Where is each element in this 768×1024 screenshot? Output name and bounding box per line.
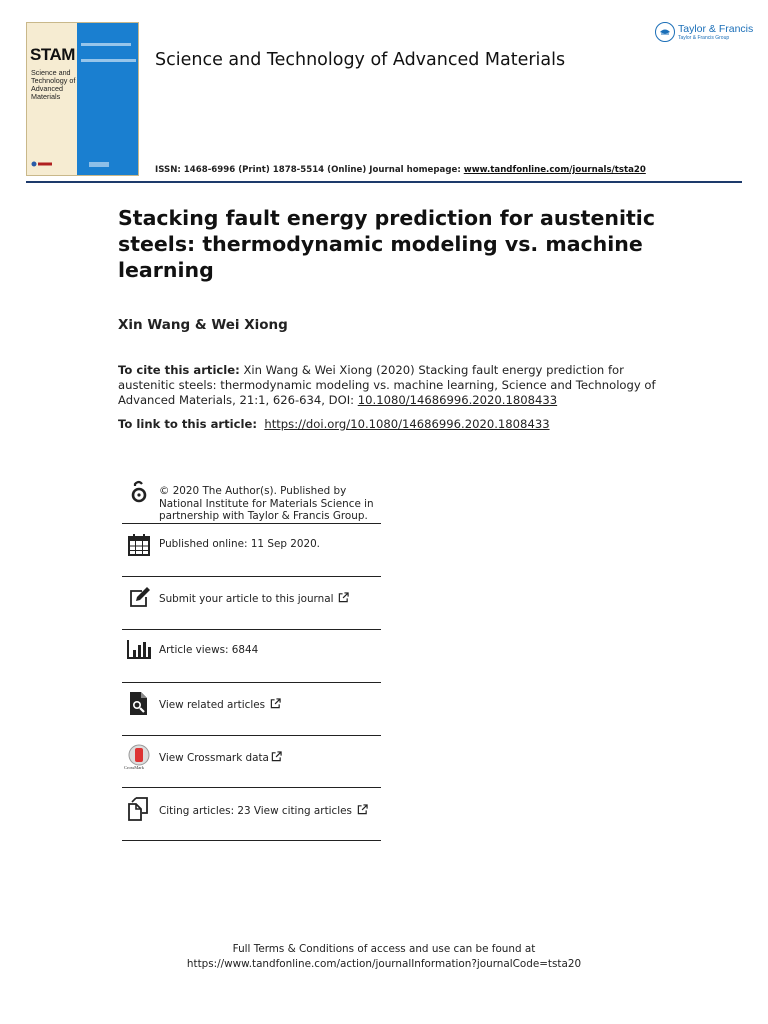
published-item	[122, 532, 381, 558]
citation-text: Xin Wang & Wei Xiong (2020) Stacking fault energy prediction for austenitic steels: thermodynamic modeling vs. machine learning, Science and Technology of Advanced Materials, 21:1, 626-634, DOI:	[118, 363, 656, 407]
crossmark-link[interactable]	[159, 751, 282, 765]
info-divider	[122, 576, 381, 577]
info-divider	[122, 523, 381, 524]
journal-homepage-link[interactable]: www.tandfonline.com/journals/tsta20	[463, 165, 646, 175]
cover-decoration	[81, 43, 131, 46]
related-articles-link[interactable]	[159, 698, 281, 712]
edit-icon	[126, 585, 152, 611]
calendar-icon	[126, 532, 152, 558]
submit-article-item[interactable]	[122, 585, 381, 611]
info-divider	[122, 682, 381, 683]
cover-logo	[89, 162, 109, 167]
article-authors: Xin Wang & Wei Xiong	[118, 317, 288, 333]
info-divider	[122, 787, 381, 788]
publisher-logo-icon	[655, 22, 675, 42]
external-link-icon	[357, 804, 368, 815]
article-views-item	[122, 637, 381, 663]
citation-block	[118, 363, 663, 408]
footer-terms-text: Full Terms & Conditions of access and use can be found at	[232, 943, 536, 955]
citation-doi-link[interactable]: 10.1080/14686996.2020.1808433	[357, 393, 558, 407]
crossmark-icon	[126, 744, 152, 770]
publisher-logo[interactable]	[655, 22, 753, 42]
publisher-group: Taylor & Francis Group	[678, 34, 730, 41]
link-label: To link to this article:	[118, 417, 257, 431]
journal-title: Science and Technology of Advanced Materials	[155, 50, 566, 70]
bar-chart-icon	[126, 637, 152, 663]
cover-decoration	[81, 59, 136, 62]
crossmark-label: View Crossmark data	[159, 752, 269, 764]
issn-line	[155, 165, 646, 175]
cover-publisher-logo	[31, 161, 53, 169]
issn-text: ISSN: 1468-6996 (Print) 1878-5514 (Online) Journal homepage:	[155, 165, 464, 175]
citing-articles-item[interactable]	[122, 796, 381, 822]
article-title: Stacking fault energy prediction for austenitic steels: thermodynamic modeling vs. machine learning	[118, 206, 655, 282]
journal-cover	[26, 22, 139, 176]
info-divider	[122, 840, 381, 841]
header-divider	[26, 181, 742, 183]
submit-article-link[interactable]	[159, 592, 349, 606]
citing-articles-label: Citing articles: 23 View citing articles	[159, 805, 352, 817]
external-link-icon	[271, 751, 282, 762]
cover-subtitle: Science and Technology of Advanced Materials	[31, 68, 76, 101]
article-link-line	[118, 417, 550, 431]
citing-articles-link[interactable]	[159, 804, 368, 818]
footer-terms-link[interactable]: https://www.tandfonline.com/action/journalInformation?journalCode=tsta20	[186, 957, 582, 970]
search-document-icon	[126, 690, 152, 716]
related-articles-label: View related articles	[159, 699, 266, 711]
publisher-name: Taylor & Francis	[678, 22, 754, 35]
open-access-item	[122, 480, 381, 523]
open-access-icon	[126, 480, 152, 506]
crossmark-item[interactable]	[122, 744, 381, 770]
footer	[0, 942, 768, 971]
article-views-count: Article views: 6844	[159, 644, 259, 656]
crossmark-icon-label: CrossMark	[124, 765, 144, 770]
published-date: Published online: 11 Sep 2020.	[159, 538, 320, 550]
article-doi-link[interactable]: https://doi.org/10.1080/14686996.2020.1808433	[264, 417, 550, 431]
external-link-icon	[270, 698, 281, 709]
cover-title: STAM	[30, 45, 75, 64]
related-articles-item[interactable]	[122, 690, 381, 716]
submit-article-label: Submit your article to this journal	[159, 593, 334, 605]
open-access-text: © 2020 The Author(s). Published by National Institute for Materials Science in partnership with Taylor & Francis Group.	[159, 485, 374, 522]
info-divider	[122, 629, 381, 630]
info-divider	[122, 735, 381, 736]
citation-label: To cite this article:	[118, 363, 240, 377]
citing-articles-icon	[126, 796, 152, 822]
external-link-icon	[338, 592, 349, 603]
